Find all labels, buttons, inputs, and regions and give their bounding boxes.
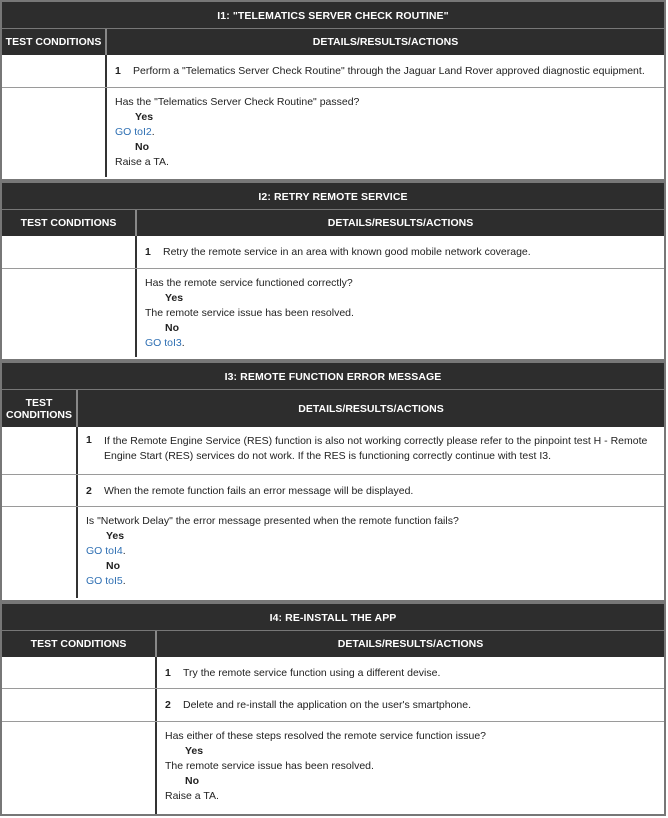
question-text: Is "Network Delay" the error message presented when the remote function fails? (86, 515, 459, 527)
section-title: I4: RE-INSTALL THE APP (2, 602, 664, 630)
section-title: I2: RETRY REMOTE SERVICE (2, 181, 664, 209)
yes-label: Yes (106, 530, 125, 542)
step-row (2, 688, 664, 721)
section-i4 (0, 602, 666, 816)
no-label: No (106, 560, 120, 572)
step-cell (107, 55, 664, 87)
no-action-text: Raise a TA. (165, 790, 219, 802)
test-conditions-cell (2, 55, 107, 87)
result-row (2, 506, 664, 598)
no-label: No (165, 322, 179, 334)
punctuation: . (181, 337, 185, 349)
no-label: No (185, 775, 199, 787)
column-header-details: DETAILS/RESULTS/ACTIONS (312, 36, 459, 48)
column-header-test-conditions: TEST CONDITIONS (2, 390, 78, 427)
step-cell (157, 657, 664, 688)
question-text: Has the remote service functioned correctly? (145, 277, 353, 289)
step-row (2, 427, 664, 474)
result-cell (137, 269, 664, 357)
step-text: Try the remote service function using a different devise. (183, 666, 441, 679)
section-i1 (0, 0, 666, 181)
no-action-text: Raise a TA. (115, 156, 169, 168)
step-number: 1 (165, 666, 171, 679)
go-to-i5-link[interactable]: GO toI5 (86, 575, 123, 587)
step-row (2, 657, 664, 688)
punctuation: . (122, 545, 126, 557)
step-number: 1 (145, 246, 151, 258)
yes-label: Yes (135, 111, 154, 123)
column-header-details: DETAILS/RESULTS/ACTIONS (298, 402, 444, 415)
test-conditions-cell (2, 427, 78, 474)
result-cell (157, 722, 664, 814)
go-to-i2-link[interactable]: GO toI2 (115, 126, 152, 138)
column-header-test-conditions: TEST CONDITIONS (2, 29, 107, 55)
column-header-details: DETAILS/RESULTS/ACTIONS (337, 638, 484, 650)
test-conditions-cell (2, 657, 157, 688)
section-title: I3: REMOTE FUNCTION ERROR MESSAGE (2, 361, 664, 389)
result-row (2, 87, 664, 177)
test-conditions-cell (2, 269, 137, 357)
column-header-test-conditions: TEST CONDITIONS (2, 631, 157, 657)
column-header-details: DETAILS/RESULTS/ACTIONS (327, 217, 474, 229)
go-to-i3-link[interactable]: GO toI3 (145, 337, 182, 349)
punctuation: . (122, 575, 126, 587)
column-header-row (2, 630, 664, 657)
step-text: If the Remote Engine Service (RES) function is also not working correctly please refer to the pinpoint test H - Remote Engine Start (RES) services do not work. If the RES is functioning correctly continue with test I3. (104, 435, 648, 462)
result-cell (78, 507, 664, 598)
step-cell (78, 475, 664, 506)
step-number: 2 (86, 484, 92, 497)
result-row (2, 268, 664, 357)
go-to-i4-link[interactable]: GO toI4 (86, 545, 123, 557)
step-cell (78, 427, 664, 474)
step-number: 1 (86, 434, 92, 446)
step-number: 2 (165, 699, 171, 711)
section-i2 (0, 181, 666, 361)
test-conditions-cell (2, 722, 157, 814)
step-row (2, 55, 664, 87)
step-text: When the remote function fails an error message will be displayed. (104, 484, 414, 497)
step-number: 1 (115, 65, 121, 77)
test-conditions-cell (2, 475, 78, 506)
result-row (2, 721, 664, 814)
step-text: Retry the remote service in an area with known good mobile network coverage. (163, 246, 531, 258)
yes-action-text: The remote service issue has been resolved. (145, 307, 354, 319)
question-text: Has either of these steps resolved the remote service function issue? (165, 730, 486, 742)
column-header-row (2, 389, 664, 427)
step-cell (157, 689, 664, 721)
yes-action-text: The remote service issue has been resolved. (165, 760, 374, 772)
section-title: I1: "TELEMATICS SERVER CHECK ROUTINE" (2, 0, 664, 28)
test-conditions-cell (2, 689, 157, 721)
no-label: No (135, 141, 149, 153)
yes-label: Yes (165, 292, 184, 304)
yes-label: Yes (185, 745, 204, 757)
step-cell (137, 236, 664, 268)
step-text: Perform a "Telematics Server Check Routine" through the Jaguar Land Rover approved diagnostic equipment. (133, 65, 645, 77)
test-conditions-cell (2, 507, 78, 598)
step-row (2, 236, 664, 268)
test-conditions-cell (2, 88, 107, 177)
test-conditions-cell (2, 236, 137, 268)
punctuation: . (151, 126, 155, 138)
question-text: Has the "Telematics Server Check Routine" passed? (115, 96, 360, 108)
section-i3 (0, 361, 666, 602)
column-header-row (2, 28, 664, 55)
result-cell (107, 88, 664, 177)
step-text: Delete and re-install the application on the user's smartphone. (183, 699, 472, 711)
column-header-row (2, 209, 664, 236)
column-header-test-conditions: TEST CONDITIONS (2, 210, 137, 236)
step-row (2, 474, 664, 506)
